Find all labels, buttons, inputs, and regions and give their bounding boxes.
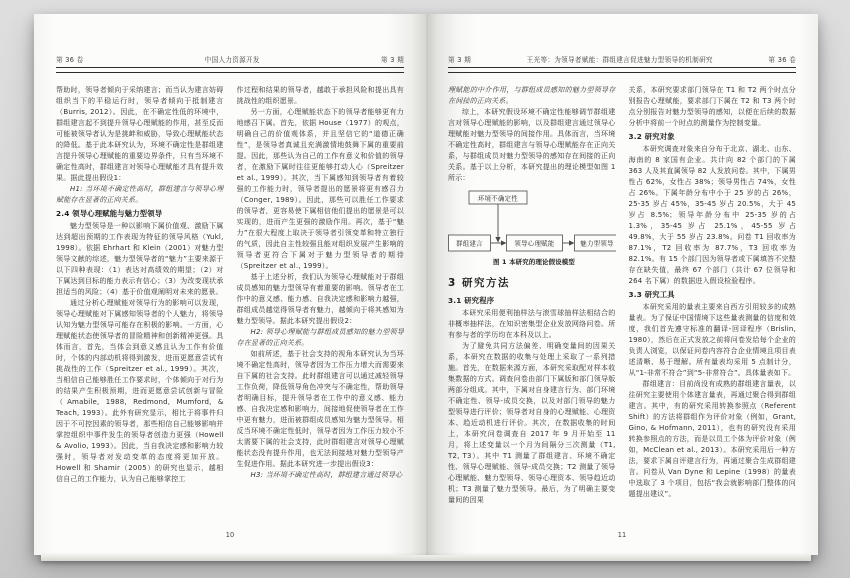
page-right-column-1 [448,85,616,529]
page-left-column-1 [56,85,224,529]
psych-empowerment-box [507,235,563,251]
page-number: 11 [617,531,627,539]
paragraph: 关系，本研究要求部门领导在 T1 和 T2 两个时点分别报告心理赋能，要求部门下属在 T2 和 T3 两个时点分别报告对魅力型领导的感知，以便在后续的数据分析中将前一个时点的测量作为控制变量。 [628,85,796,127]
section-heading-3: 3 研究方法 [448,276,510,289]
issue-label: 第 3 期 [380,56,404,64]
page-right-body [448,85,796,529]
model-diagram [448,190,616,254]
paragraph: 群组建言：目前尚没有成熟的群组建言量表，以往研究主要使用个体建言量表，再通过聚合得到群组建言。其中，有的研究采用转换参照点（Referent Shift）的方法将群组作为评价对象（例如，Grant, Gino, & Hofmann, 2011），也有的研究没有采用转换参照点的方法，而是以员工个体为评价对象（例如，McClean et al., 2013）。本研究采用后一种方法，要求下属自评建言行为，再通过聚合生成群组建言。问卷从 Van Dyne 和 Lepine（1998）的量表中选取了 3 个项目，包括“我会就影响部门整体的问题提出建议”。 [628,379,796,498]
paragraph: 为了避免共同方法偏差、明确变量间的因果关系，本研究在数据的收集与处理上采取了一系列措施。首先，在数据来源方面，本研究采取配对样本收集数据的方式。调查问卷由部门下属版和部门领导版两部分组成。其中，下属对自身建言行为、部门环境不确定性、领导-成员交换，以及对部门领导的魅力型领导进行评价；领导者对自身的心理赋能、心理资本、趋近动机进行评价。其次，在数据收集的时间上，本研究问卷调查自 2017 年 9 月开始至 11 月，将上述变量以一个月为间隔分三次测量（T1, T2, T3）。其中 T1 测量了群组建言、环境不确定性、领导心理赋能、领导-成员交换；T2 测量了领导心理赋能、魅力型领导、领导心理资本、领导趋近动机；T3 测量了魅力型领导。最后，为了明确主要变量间的因果 [448,341,616,504]
hypothesis-2: H2: 领导心理赋能与群组成员感知的魅力型领导存在显著的正向关系。 [236,327,404,347]
page-left-column-2 [237,85,405,529]
figure-1-theoretical-model [448,190,616,268]
paragraph: 基于上述分析，我们认为领导心理赋能对于群组成员感知的魅力型领导有着重要的影响。领导者在工作中的意义感、能力感、自我决定感和影响力越强，群组成员越觉得领导者有魅力，越倾向于将其感知为魅力型领导。据此本研究提出假设2： [236,272,404,325]
paragraph: 本研究采用便利抽样法与滚雪球抽样法相结合的非概率抽样法，在知识密集型企业发放网络问卷。所有参与者的学历均在本科及以上。 [448,308,616,339]
paragraph: 如前所述，基于社会支持的视角本研究认为当环境不确定性高时，领导者因为工作压力增大而需要来自下属的社会支持。此时群组建言可以通过减轻领导工作负荷，降低领导角色冲突与不确定性，帮助领导者明确目标，提升领导者在工作中的意义感、能力感、自我决定感和影响力，间接地促使领导者在工作中更有魅力，进而被群组成员感知为魅力型领导。相反当环境不确定性低时，领导者因为工作压力较小不太需要下属的社会支持，此时群组建言对领导心理赋能状态没有提升作用，也无法间接地对魅力型领导产生促进作用。据此本研究进一步提出假设3： [236,349,404,468]
svg-text:群组建言: 群组建言 [456,239,483,247]
page-left-header [56,54,404,64]
header-rule [448,67,796,73]
env-uncertainty-box [469,191,527,204]
svg-text:领导心理赋能: 领导心理赋能 [514,239,555,247]
page-left-body [56,85,404,529]
paragraph: 作过程和结果的领导者，越敢于承担风险和提出具有挑战性的组织愿景。 [236,85,404,105]
hypothesis-3-continued: 理赋能的中介作用，与群组成员感知的魅力型领导存在间接的正向关系。 [448,85,616,105]
paragraph: 魅力型领导是一种以影响下属价值观、激励下属达到超出预期的工作表现为特征的领导风格（Yukl, 1998）。依据 Ehrhart 和 Klein（2001）对魅力型领导文献的综述，魅力型领导者的“魅力”主要来源于以下四种表现：（1）表达对高绩效的期望；（2）对下属达到目标的能力表示有信心；（3）为改变现状承担适当的风险；（4）基于价值观阐明对未来的愿景。 [56,221,224,296]
paragraph: 通过分析心理赋能对领导行为的影响可以发现，领导心理赋能对下属感知领导者的个人魅力，将领导认知为魅力型领导可能存在积极的影响。一方面，心理赋能状态使领导者的冒险精神和创新精神更强。具体而言，首先，当体会到意义感且认为工作有价值时，个体的内部动机将得到激发，进而更愿意尝试有挑战性的工作（Spreitzer et al., 1999）。其次，当相信自己能够胜任工作要求时，个体倾向于对行为的结果产生积极预期，进而更愿意尝试创新与冒险（Amabile, 1988, Redmond, Mumford, & Teach, 1993）。此外有研究显示，相比于将事件归因于不可控因素的领导者，那些相信自己能够影响并掌控组织中事件发生的领导者创造力更强（Howell & Avolio, 1993）。因此，当自我决定感和影响力较强时，领导者对发动变革的态度将更加开放。Howell 和 Shamir（2005）的研究也显示，越相信自己的工作能力，认为自己能够掌控工 [56,298,224,483]
header-rule [56,67,404,73]
svg-text:魅力型领导: 魅力型领导 [580,239,614,247]
running-title: 王光等：为领导者赋能：群组建言促进魅力型领导的机制研究 [526,56,713,64]
hypothesis-1: H1: 当环境不确定性高时，群组建言与领导心理赋能存在显著的正向关系。 [56,184,224,204]
issue-label: 第 3 期 [448,56,472,64]
page-right-column-2 [629,85,797,529]
arrow-empowerment-to-charisma [563,240,575,245]
paragraph: 帮助时，领导者倾向于采纳建言；而当认为建言妨碍组织当下的平稳运行时，领导者倾向于抵制建言（Burris, 2012）。因此，在不确定性低的环境中，群组建言起不到提升领导心理赋能的作用，甚至反而可能被领导者认为是挑衅和威胁，导致心理赋能状态的降低。基于此本研究认为，环境不确定性是群组建言提升领导心理赋能的重要边界条件，只有当环境不确定性高时，群组建言对领导心理赋能才具有提升效果。据此提出假设1： [56,85,224,182]
charismatic-leadership-box [575,235,616,251]
svg-text:环境不确定性: 环境不确定性 [477,194,519,202]
journal-spread [34,14,818,555]
section-heading-2-4: 2.4 领导心理赋能与魅力型领导 [56,208,163,218]
page-right-header [448,54,796,64]
volume-label: 第 36 卷 [56,56,84,64]
figure-caption: 图 1 本研究的理论假设模型 [493,257,575,266]
volume-label: 第 36 卷 [768,56,796,64]
page-number: 10 [225,531,235,539]
hypothesis-3: H3: 当环境不确定性高时，群组建言通过领导心 [250,470,403,479]
paragraph: 本研究采用的量表主要来自西方引用较多的成熟量表。为了保证中国情境下这些量表测量的信度和效度，我们首先遵守标准的翻译-回译程序（Brislin, 1980），然后在正式发放之前将问卷发给每个企业的负责人浏览，以保证问卷内容符合企业情境且项目表述清晰、易于理解。所有量表均采用 5 点制计分，从“1-非常不符合”到“5-非常符合”。具体量表如下。 [628,302,796,377]
paragraph: 本研究调查对象来自分布于北京、湖北、山东、海南的 8 家国有企业。共计向 82 个部门的下属 363 人及其直属领导 82 人发放问卷。其中，下属男性占 62%，女性占 38%；领导男性占 74%，女性占 26%。下属年龄分布中小于 25 岁的占 26%，25-35 岁占 45%，35-45 岁占 20.5%，大于 45 岁占 8.5%；领导年龄分布中 25-35 岁的占 1.3%，35-45 岁占 25.1%，45-55 岁占 49.8%，大于 55 岁占 23.8%。问卷 T1 回收率为 87.1%，T2 回收率为 87.7%，T3 回收率为 82.1%。有 15 个部门因为领导者或下属填答不完整存在缺失值，最终 67 个部门（共计 67 位领导和 264 名下属）的数据进入假设检验程序。 [628,144,796,285]
section-heading-3-1: 3.1 研究程序 [448,295,495,305]
section-heading-3-3: 3.3 研究工具 [628,289,675,299]
page-left [34,14,426,555]
journal-title: 中国人力资源开发 [204,56,260,64]
section-heading-3-2: 3.2 研究对象 [628,131,675,141]
moderation-arrow [495,204,500,243]
paragraph: 综上，本研究假设环境不确定性能够调节群组建言对领导心理赋能的影响，以及群组建言通过领导心理赋能对魅力型领导的间接作用。具体而言，当环境不确定性高时，群组建言与领导心理赋能存在正向关系，与群组成员对魅力型领导的感知存在间接的正向关系。基于以上分析，本研究提出的理论模型如图 1 所示： [448,107,616,182]
paragraph: 另一方面，心理赋能状态下的领导者能够更有力地感召下属。首先，依据 House（1977）的观点，明确自己的价值观体系，并且坚信它的“道德正确性”，是领导者真诚且充满激情地鼓舞下属的重要前提。因此，那些认为自己的工作有意义和价值的领导者，在激励下属时往往更能够打动人心（Spreitzer et al., 1999）。其次，当下属感知到领导者有着较强的工作能力时，领导者提出的愿景将更有感召力（Conger, 1989）。因此，那些可以胜任工作要求的领导者，更容易使下属相信他们提出的愿景是可以实现的，进而产生更强的激励作用。再次，基于“魅力”在很大程度上取决于领导者引领变革和特立独行的气质，因此自主性较强且能对组织发展产生影响的领导者更符合下属对于魅力型领导者的期待（Spreitzer et al., 1999）。 [236,107,404,270]
group-voice-box [449,235,491,251]
page-right [426,14,818,555]
